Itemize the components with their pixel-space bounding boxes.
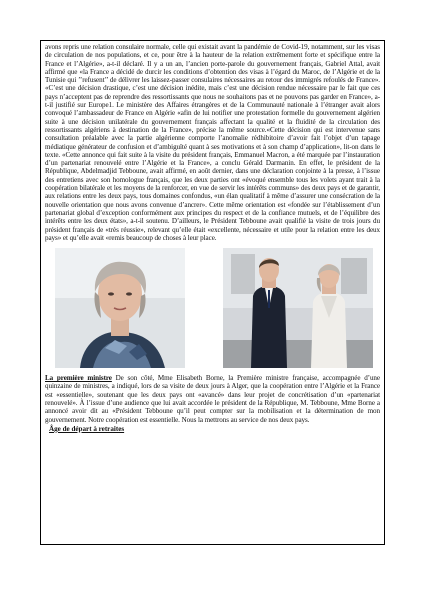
photo-macron-borne-drawing: [223, 248, 373, 368]
photo-caption-paragraph: [45, 374, 380, 424]
article-paragraph: avons repris une relation consulaire normale, celle qui existait avant la pandémie de Covid-19, notamment, sur les visas de circulation de nos populations, et ce, pour être à la hauteur de la relation extrêmement forte et spécifique entre la France et l’Algérie», a-t-il déclaré. Il y a un an, l’ancien porte-parole du gouvernement français, Gabriel Attal, avait affirmé que «la France a décidé de durcir les conditions d’obtention des visas à l’égard du Maroc, de l’Algérie et de la Tunisie qui ’’refusent’’ de délivrer les laissez-passer consulaires nécessaires au retour des immigrés refoulés de France». «C’est une décision drastique, c’est une décision inédite, mais c’est une décision rendue nécessaire par le fait que ces pays n’acceptent pas de reprendre des ressortissants que nous ne souhaitons pas et ne pouvons pas garder en France», a-t-il justifié sur Europe1. Le ministère des Affaires étrangères et de la Communauté nationale à l’étranger avait alors convoqué l’ambassadeur de France en Algérie «afin de lui notifier une protestation formelle du gouvernement algérien suite à une décision unilatérale du gouvernement français affectant la qualité et la fluidité de la circulation des ressortissants algériens à destination de la France», précise la même source.«Cette décision qui est intervenue sans consultation préalable avec la partie algérienne comporte l’anomalie rédhibitoire d’avoir fait l’objet d’un tapage médiatique générateur de confusion et d’ambiguïté quant à ses motivations et à son champ d’application», lit-on dans le texte. «Cette annonce qui fait suite à la visite du président français, Emmanuel Macron, a été marquée par l’instauration d’un partenariat renouvelé entre l’Algérie et la France», a conclu Gérald Darmanin. En effet, le président de la République, Abdelmadjid Tebboune, avait affirmé, en août dernier, dans une déclaration conjointe à la presse, à l’issue des entretiens avec son homologue français, que les deux parties ont «évoqué ensemble tous les volets ayant trait à la coopération bilatérale et les moyens de la renforcer, en vue de servir les intérêts communs» des deux pays et de garantir, aux relations entre les deux pays, tous domaines confondus, «un élan qualitatif à même d’assurer une consécration de la nouvelle orientation que nous avons convenue d’ancrer». Cette même orientation est «fondée sur l’établissement d’un partenariat global d’exception conformément aux principes du respect et de la confiance mutuels, et de l’équilibre des intérêts entre les deux états», a-t-il soutenu. D’ailleurs, le Président Tebboune avait qualifié la visite de trois jours du président français de «très réussie», relevant qu’elle était «excellente, nécessaire et utile pour la relation entre les deux pays» et qu’elle avait «remis beaucoup de choses à leur place.: [45, 43, 380, 242]
photo-macron-borne: [223, 248, 373, 368]
section-subheading: Âge de départ à retraites: [49, 424, 125, 433]
photo-elisabeth-borne: [55, 248, 185, 368]
caption-lead-label: La première ministre: [45, 374, 112, 383]
photo-elisabeth-borne-drawing: [55, 248, 185, 368]
caption-body-text: De son côté, Mme Elisabeth Borne, la Première ministre française, accompagnée d’une quinzaine de ministres, a indiqué, lors de sa visite de deux jours à Alger, que la coopération entre l’Algérie et la France est «essentielle», soutenant que les deux pays ont «avancé» dans leur projet de concrétisation d’un «partenariat renouvelé». À l’issue d’une audience que lui avait accordée le président de la République, M. Tebboune, Mme Borne a annoncé avoir dit au «Président Tebboune qu’il peut compter sur la mobilisation et la détermination de mon gouvernement. Notre coopération est essentielle. Nous la mettrons au service de nos deux pays.: [45, 374, 380, 424]
article-page: [40, 40, 385, 545]
photo-row: [45, 248, 380, 370]
